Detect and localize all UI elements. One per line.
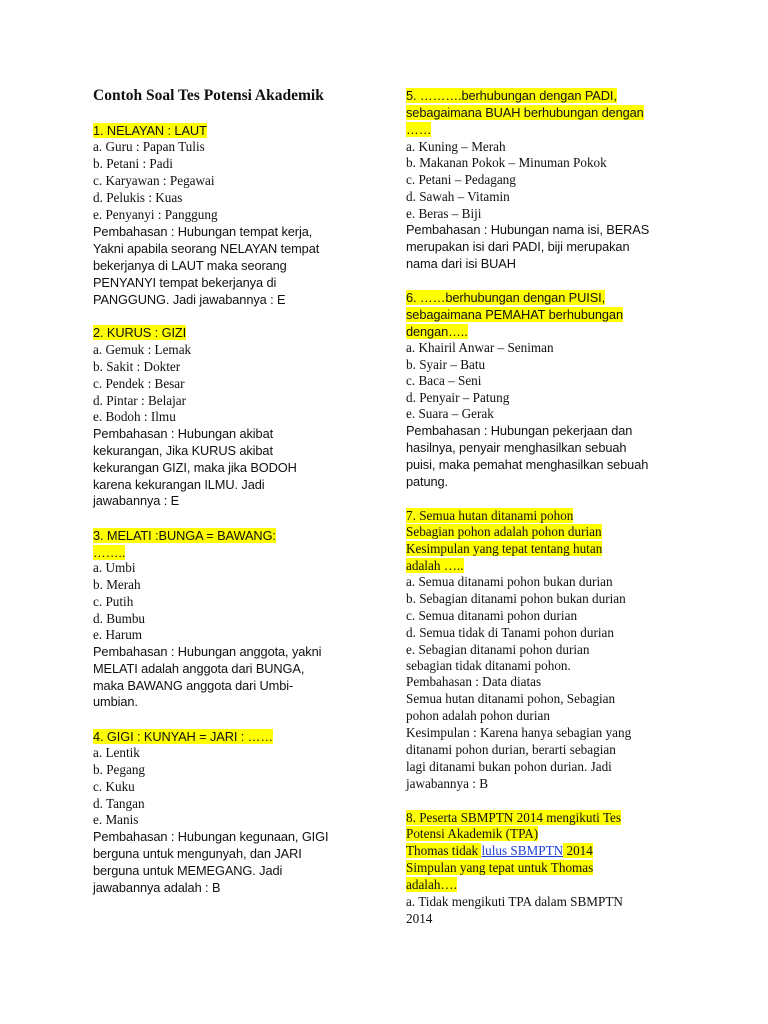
right-line [406, 894, 623, 911]
question-text: 4. GIGI : KUNYAH = JARI : …… [93, 729, 274, 744]
left-line [93, 275, 276, 292]
question-text: …….. [93, 545, 126, 560]
right-line [406, 88, 617, 105]
line-text: a. Tidak mengikuti TPA dalam SBMPTN [406, 894, 623, 909]
line-text: Pembahasan : Hubungan nama isi, BERAS [406, 222, 650, 237]
right-line [406, 860, 593, 877]
line-text: merupakan isi dari PADI, biji merupakan [406, 239, 630, 254]
line-text: jawabannya : E [93, 493, 180, 508]
line-text: c. Baca – Seni [406, 373, 482, 388]
line-text: a. Umbi [93, 560, 136, 575]
left-line [93, 426, 273, 443]
right-line [406, 742, 616, 759]
line-text: c. Semua ditanami pohon durian [406, 608, 578, 623]
line-text: a. Kuning – Merah [406, 139, 506, 154]
left-line [93, 644, 321, 661]
right-line [406, 239, 629, 256]
line-text: puisi, maka pemahat menghasilkan sebuah [406, 457, 649, 472]
line-text: d. Semua tidak di Tanami pohon durian [406, 625, 614, 640]
line-text: jawabannya : B [406, 776, 489, 791]
question-text: Potensi Akademik (TPA) [406, 826, 539, 841]
question-text: …… [406, 122, 432, 137]
right-line [406, 390, 509, 407]
line-text: c. Kuku [93, 779, 135, 794]
line-text: hasilnya, penyair menghasilkan sebuah [406, 440, 627, 455]
right-line [406, 172, 516, 189]
line-text: Yakni apabila seorang NELAYAN tempat [93, 241, 320, 256]
line-text: e. Penyanyi : Panggung [93, 207, 218, 222]
left-line [93, 729, 273, 746]
left-line [93, 745, 140, 762]
left-line [93, 678, 293, 695]
left-line [93, 241, 319, 258]
right-line [406, 290, 605, 307]
line-text: nama dari isi BUAH [406, 256, 516, 271]
lulus-sbmptn-link[interactable]: lulus SBMPTN [481, 843, 564, 858]
question-text: dengan….. [406, 324, 468, 339]
line-text: Pembahasan : Data diatas [406, 674, 542, 689]
line-text: pohon adalah pohon durian [406, 708, 550, 723]
line-text: PANGGUNG. Jadi jawabannya : E [93, 292, 286, 307]
question-text: sebagaimana BUAH berhubungan dengan [406, 105, 644, 120]
right-line [406, 759, 612, 776]
line-text: b. Sebagian ditanami pohon bukan durian [406, 591, 626, 606]
right-line [406, 474, 448, 491]
left-line [93, 460, 297, 477]
right-line [406, 457, 648, 474]
question-text: 1. NELAYAN : LAUT [93, 123, 207, 138]
line-text: a. Semua ditanami pohon bukan durian [406, 574, 613, 589]
right-line [406, 843, 593, 860]
left-line [93, 762, 145, 779]
line-text: c. Pendek : Besar [93, 376, 185, 391]
line-text: b. Syair – Batu [406, 357, 486, 372]
question-text: 6. ……berhubungan dengan PUISI, [406, 290, 606, 305]
right-line [406, 658, 571, 675]
line-text: Pembahasan : Hubungan pekerjaan dan [406, 423, 633, 438]
line-text: e. Manis [93, 812, 139, 827]
right-line [406, 189, 510, 206]
line-text: 2014 [563, 843, 593, 858]
line-text: Pembahasan : Hubungan akibat [93, 426, 274, 441]
right-line [406, 508, 573, 525]
left-line [93, 292, 285, 309]
right-line [406, 826, 538, 843]
left-line [93, 224, 312, 241]
line-text: b. Petani : Padi [93, 156, 173, 171]
right-line [406, 541, 602, 558]
line-text: jawabannya adalah : B [93, 880, 221, 895]
line-text: berguna untuk mengunyah, dan JARI [93, 846, 302, 861]
question-text: 5. ……….berhubungan dengan PADI, [406, 88, 617, 103]
right-line [406, 591, 626, 608]
line-text: e. Bodoh : Ilmu [93, 409, 176, 424]
line-text: c. Putih [93, 594, 134, 609]
right-line [406, 776, 488, 793]
line-text: e. Harum [93, 627, 143, 642]
left-line [93, 139, 205, 156]
left-line [93, 190, 182, 207]
right-line [406, 625, 614, 642]
right-line [406, 373, 481, 390]
left-line [93, 627, 142, 644]
question-text: adalah ….. [406, 558, 464, 573]
right-line [406, 810, 621, 827]
line-text: d. Tangan [93, 796, 145, 811]
right-line [406, 574, 613, 591]
question-text: 8. Peserta SBMPTN 2014 mengikuti Tes [406, 810, 621, 825]
line-text: d. Bumbu [93, 611, 146, 626]
question-text: 3. MELATI :BUNGA = BAWANG: [93, 528, 276, 543]
line-text: a. Guru : Papan Tulis [93, 139, 205, 154]
question-text: 2. KURUS : GIZI [93, 325, 187, 340]
line-text: karena kekurangan ILMU. Jadi [93, 477, 265, 492]
left-line [93, 577, 141, 594]
line-text: PENYANYI tempat bekerjanya di [93, 275, 277, 290]
line-text: b. Merah [93, 577, 141, 592]
question-text: sebagaimana PEMAHAT berhubungan [406, 307, 623, 322]
line-text: umbian. [93, 694, 138, 709]
left-line [93, 812, 138, 829]
left-line [93, 796, 145, 813]
line-text: 2014 [406, 911, 433, 926]
right-line [406, 307, 623, 324]
right-line [406, 206, 481, 223]
right-line [406, 877, 457, 894]
right-line [406, 324, 468, 341]
line-text: d. Pelukis : Kuas [93, 190, 183, 205]
right-line [406, 256, 516, 273]
right-line [406, 440, 626, 457]
line-text: Semua hutan ditanami pohon, Sebagian [406, 691, 616, 706]
question-text: Simpulan yang tepat untuk Thomas [406, 860, 594, 875]
left-line [93, 694, 138, 711]
left-line [93, 477, 264, 494]
left-line [93, 779, 135, 796]
right-line [406, 911, 432, 928]
right-line [406, 139, 506, 156]
line-text: Pembahasan : Hubungan kegunaan, GIGI [93, 829, 329, 844]
question-text: Sebagian pohon adalah pohon durian [406, 524, 602, 539]
line-text: a. Gemuk : Lemak [93, 342, 192, 357]
right-line [406, 674, 541, 691]
left-line [93, 661, 304, 678]
left-line [93, 528, 276, 545]
line-text: b. Pegang [93, 762, 146, 777]
left-line [93, 173, 215, 190]
left-line [93, 342, 191, 359]
left-line [93, 880, 220, 897]
right-line [406, 122, 431, 139]
left-line [93, 493, 179, 510]
left-line [93, 258, 287, 275]
right-line [406, 708, 550, 725]
line-text: Kesimpulan : Karena hanya sebagian yang [406, 725, 632, 740]
right-line [406, 725, 631, 742]
line-text: d. Penyair – Patung [406, 390, 510, 405]
right-line [406, 406, 494, 423]
right-line [406, 357, 485, 374]
line-text: kekurangan, Jika KURUS akibat [93, 443, 273, 458]
line-text: Thomas tidak [406, 843, 482, 858]
left-line [93, 123, 207, 140]
question-text: Kesimpulan yang tepat tentang hutan [406, 541, 603, 556]
left-line [93, 393, 186, 410]
right-line [406, 608, 577, 625]
left-line [93, 560, 136, 577]
page-title: Contoh Soal Tes Potensi Akademik [93, 87, 324, 104]
left-line [93, 594, 133, 611]
right-line [406, 558, 464, 575]
line-text: maka BAWANG anggota dari Umbi- [93, 678, 294, 693]
line-text: a. Lentik [93, 745, 140, 760]
line-text: c. Petani – Pedagang [406, 172, 516, 187]
question-text: adalah…. [406, 877, 457, 892]
line-text: Pembahasan : Hubungan anggota, yakni [93, 644, 322, 659]
left-line [93, 443, 273, 460]
line-text: patung. [406, 474, 448, 489]
question-text: 7. Semua hutan ditanami pohon [406, 508, 574, 523]
left-line [93, 376, 185, 393]
left-line [93, 611, 145, 628]
right-line [406, 222, 649, 239]
line-text: sebagian tidak ditanami pohon. [406, 658, 571, 673]
line-text: kekurangan GIZI, maka jika BODOH [93, 460, 297, 475]
line-text: d. Sawah – Vitamin [406, 189, 510, 204]
right-line [406, 423, 632, 440]
right-line [406, 691, 615, 708]
line-text: e. Suara – Gerak [406, 406, 494, 421]
line-text: d. Pintar : Belajar [93, 393, 187, 408]
line-text: c. Karyawan : Pegawai [93, 173, 215, 188]
left-line [93, 359, 180, 376]
right-line [406, 155, 607, 172]
line-text: e. Beras – Biji [406, 206, 482, 221]
right-line [406, 340, 554, 357]
left-line [93, 409, 176, 426]
line-text: b. Sakit : Dokter [93, 359, 181, 374]
line-text: berguna untuk MEMEGANG. Jadi [93, 863, 283, 878]
line-text: Pembahasan : Hubungan tempat kerja, [93, 224, 313, 239]
line-text: a. Khairil Anwar – Seniman [406, 340, 554, 355]
left-line [93, 846, 302, 863]
left-line [93, 207, 218, 224]
right-line [406, 524, 602, 541]
right-line [406, 105, 644, 122]
line-text: e. Sebagian ditanami pohon durian [406, 642, 590, 657]
line-text: b. Makanan Pokok – Minuman Pokok [406, 155, 607, 170]
left-line [93, 156, 173, 173]
line-text: MELATI adalah anggota dari BUNGA, [93, 661, 305, 676]
left-line [93, 829, 328, 846]
right-line [406, 642, 589, 659]
left-line [93, 863, 282, 880]
line-text: lagi ditanami bukan pohon durian. Jadi [406, 759, 612, 774]
left-line [93, 325, 186, 342]
line-text: ditanami pohon durian, berarti sebagian [406, 742, 616, 757]
line-text: bekerjanya di LAUT maka seorang [93, 258, 287, 273]
